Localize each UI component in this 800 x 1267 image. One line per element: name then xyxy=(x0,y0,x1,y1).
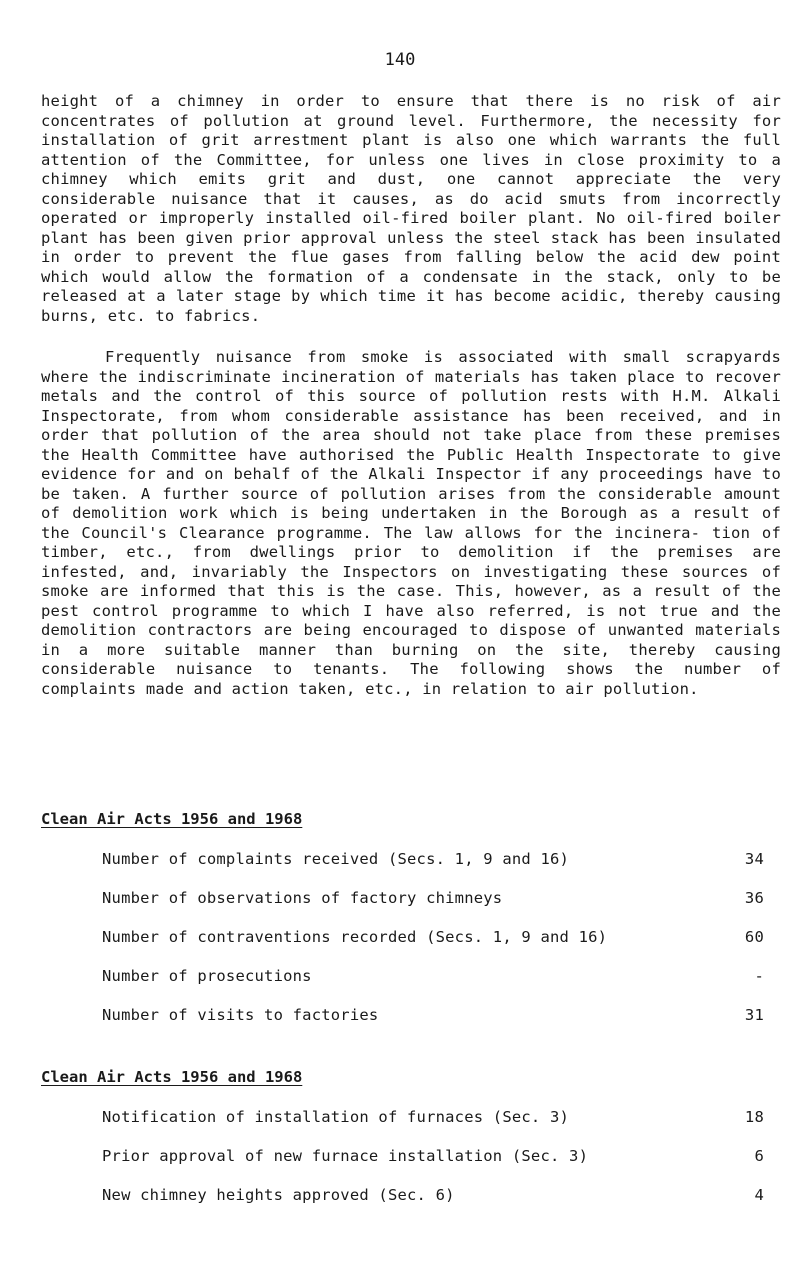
stat-value: 18 xyxy=(744,1108,764,1126)
stat-row xyxy=(102,966,764,986)
stat-value: 31 xyxy=(744,1006,764,1024)
section-heading-clean-air-acts: Clean Air Acts 1956 and 1968 xyxy=(41,810,303,828)
stat-label: Notification of installation of furnaces (Sec. 3) xyxy=(102,1108,570,1126)
stat-label: Number of prosecutions xyxy=(102,967,312,985)
stat-label: Number of visits to factories xyxy=(102,1006,379,1024)
stat-label: Number of complaints received (Secs. 1, 9 and 16) xyxy=(102,850,570,868)
stat-row xyxy=(102,1107,764,1127)
stat-row xyxy=(102,1185,764,1205)
section-heading-clean-air-acts-furnaces: Clean Air Acts 1956 and 1968 xyxy=(41,1068,303,1086)
stat-label: Prior approval of new furnace installation (Sec. 3) xyxy=(102,1147,589,1165)
stat-row xyxy=(102,849,764,869)
stat-label: Number of observations of factory chimneys xyxy=(102,889,503,907)
stat-row xyxy=(102,1005,764,1025)
stat-value: 60 xyxy=(744,928,764,946)
stat-value: 34 xyxy=(744,850,764,868)
stat-label: Number of contraventions recorded (Secs. 1, 9 and 16) xyxy=(102,928,608,946)
stat-value: 36 xyxy=(744,889,764,907)
stat-value: - xyxy=(754,967,764,985)
stat-row xyxy=(102,1146,764,1166)
stat-value: 4 xyxy=(754,1186,764,1204)
stat-row xyxy=(102,888,764,908)
paragraph-chimney-height: height of a chimney in order to ensure that there is no risk of air concentrates of pollution at ground level. Furthermore, the necessity for installation of grit arrestment plant is also one which warrants the full attention of the Committee, for unless one lives in close proximity to a chimney which emits grit and dust, one cannot appreciate the very considerable nuisance that it causes, as do acid smuts from incorrectly operated or improperly installed oil-fired boiler plant. No oil-fired boiler plant has been given prior approval unless the steel stack has been insulated in order to prevent the flue gases from falling below the acid dew point which would allow the formation of a condensate in the stack, only to be released at a later stage by which time it has become acidic, thereby causing burns, etc. to fabrics. xyxy=(41,92,781,325)
paragraph-smoke-nuisance: Frequently nuisance from smoke is associated with small scrapyards where the indiscriminate incineration of materials has taken place to recover metals and the control of this source of pollution rests with H.M. Alkali Inspectorate, from whom considerable assistance has been received, and in order that pollution of the area should not take place from these premises the Health Committee have authorised the Public Health Inspectorate to give evidence for and on behalf of the Alkali Inspector if any proceedings have to be taken. A further source of pollution arises from the considerable amount of demolition work which is being undertaken in the Borough as a result of the Council's Clearance programme. The law allows for the incinera- tion of timber, etc., from dwellings prior to demolition if the premises are infested, and, invariably the Inspectors on investigating these sources of smoke are informed that this is the case. This, however, as a result of the pest control programme to which I have also referred, is not true and the demolition contractors are being encouraged to dispose of unwanted materials in a more suitable manner than burning on the site, thereby causing considerable nuisance to tenants. The following shows the number of complaints made and action taken, etc., in relation to air pollution. xyxy=(41,348,781,698)
stat-label: New chimney heights approved (Sec. 6) xyxy=(102,1186,455,1204)
stat-value: 6 xyxy=(754,1147,764,1165)
page-number: 140 xyxy=(384,50,416,70)
stat-row xyxy=(102,927,764,947)
